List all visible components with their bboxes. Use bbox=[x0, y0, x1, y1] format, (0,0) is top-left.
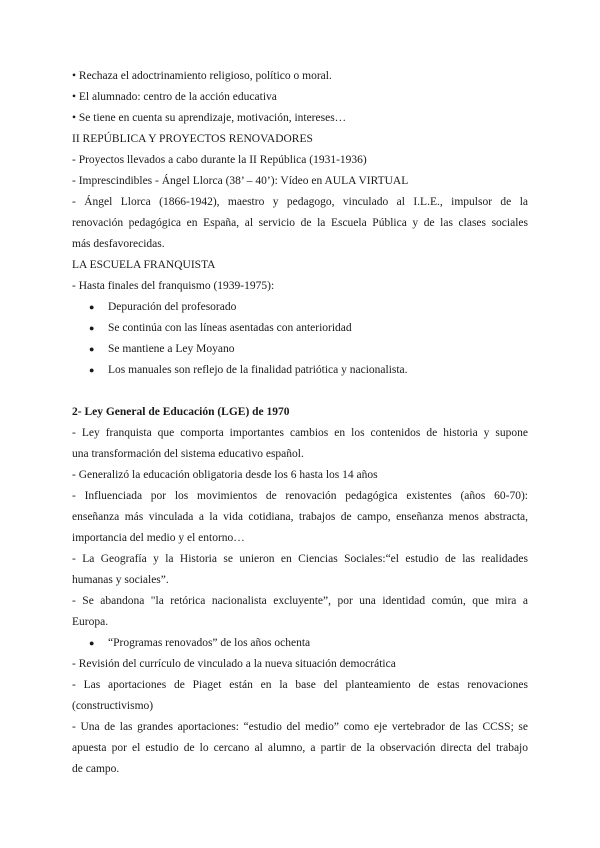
paragraph-line: - Se abandona "la retórica nacionalista excluyente”, por una identidad común, que mira a bbox=[72, 595, 528, 607]
paragraph-lge-3 bbox=[72, 486, 528, 549]
list-item: ● Se mantiene a Ley Moyano bbox=[72, 339, 528, 360]
paragraph-line: - Una de las grandes aportaciones: “estudio del medio” como eje vertebrador de las CCSS; se bbox=[72, 721, 528, 733]
intro-bullet: • Rechaza el adoctrinamiento religioso, político o moral. bbox=[72, 70, 332, 82]
spacer bbox=[72, 381, 528, 402]
paragraph-line: - Imprescindibles - Ángel Llorca (38’ – 40’): Vídeo en AULA VIRTUAL bbox=[72, 175, 409, 187]
bullet-icon: ● bbox=[89, 344, 95, 354]
intro-bullet: • Se tiene en cuenta su aprendizaje, motivación, intereses… bbox=[72, 112, 347, 124]
paragraph-line: - Ley franquista que comporta importantes cambios en los contenidos de historia y supone bbox=[72, 427, 528, 439]
paragraph-line: una transformación del sistema educativo español. bbox=[72, 448, 304, 460]
list-item: ● “Programas renovados” de los años ochenta bbox=[72, 633, 528, 654]
paragraph-line: - Proyectos llevados a cabo durante la II República (1931-1936) bbox=[72, 154, 367, 166]
list-item: ● Los manuales son reflejo de la finalidad patriótica y nacionalista. bbox=[72, 360, 528, 381]
paragraph-line: de campo. bbox=[72, 763, 120, 775]
paragraph-lge-7 bbox=[72, 675, 528, 717]
paragraph-line: - Hasta finales del franquismo (1939-1975): bbox=[72, 280, 275, 292]
paragraph-line: - Generalizó la educación obligatoria desde los 6 hasta los 14 años bbox=[72, 469, 378, 481]
paragraph-line: - Ángel Llorca (1866-1942), maestro y pedagogo, vinculado al I.L.E., impulsor de la bbox=[72, 196, 528, 208]
paragraph-lge-1 bbox=[72, 423, 528, 465]
paragraph-lge-5 bbox=[72, 591, 528, 633]
paragraph-line: renovación pedagógica en España, al servicio de la Escuela Pública y de las clases sociales bbox=[72, 217, 528, 229]
bullet-icon: ● bbox=[89, 638, 95, 648]
paragraph-lge-4 bbox=[72, 549, 528, 591]
paragraph-line: apuesta por el estudio de lo cercano al alumno, a partir de la observación directa del trabajo bbox=[72, 742, 528, 754]
section-heading-lge: 2- Ley General de Educación (LGE) de 1970 bbox=[72, 406, 290, 418]
paragraph-line: - Las aportaciones de Piaget están en la base del planteamiento de estas renovaciones bbox=[72, 679, 528, 691]
paragraph-line: más desfavorecidas. bbox=[72, 238, 165, 250]
paragraph-line: (constructivismo) bbox=[72, 700, 154, 712]
list-item: ● Se continúa con las líneas asentadas con anterioridad bbox=[72, 318, 528, 339]
paragraph-lge-8 bbox=[72, 717, 528, 780]
paragraph-llorca bbox=[72, 192, 528, 255]
paragraph-line: - La Geografía y la Historia se unieron en Ciencias Sociales:“el estudio de las realidades bbox=[72, 553, 528, 565]
bullet-icon: ● bbox=[89, 302, 95, 312]
list-item: ● Depuración del profesorado bbox=[72, 297, 528, 318]
section-heading-franquista: LA ESCUELA FRANQUISTA bbox=[72, 259, 216, 271]
section-heading-republica: II REPÚBLICA Y PROYECTOS RENOVADORES bbox=[72, 133, 313, 145]
document-content bbox=[72, 66, 528, 780]
paragraph-line: Europa. bbox=[72, 616, 109, 628]
paragraph-line: enseñanza más vinculada a la vida cotidiana, trabajos de campo, enseñanza menos abstracta, bbox=[72, 511, 528, 523]
paragraph-line: - Revisión del currículo de vinculado a la nueva situación democrática bbox=[72, 658, 396, 670]
bullet-icon: ● bbox=[89, 365, 95, 375]
bullet-icon: ● bbox=[89, 323, 95, 333]
paragraph-line: humanas y sociales”. bbox=[72, 574, 169, 586]
intro-bullet: • El alumnado: centro de la acción educativa bbox=[72, 91, 277, 103]
paragraph-line: importancia del medio y el entorno… bbox=[72, 532, 245, 544]
paragraph-line: - Influenciada por los movimientos de renovación pedagógica existentes (años 60-70): bbox=[72, 490, 528, 502]
